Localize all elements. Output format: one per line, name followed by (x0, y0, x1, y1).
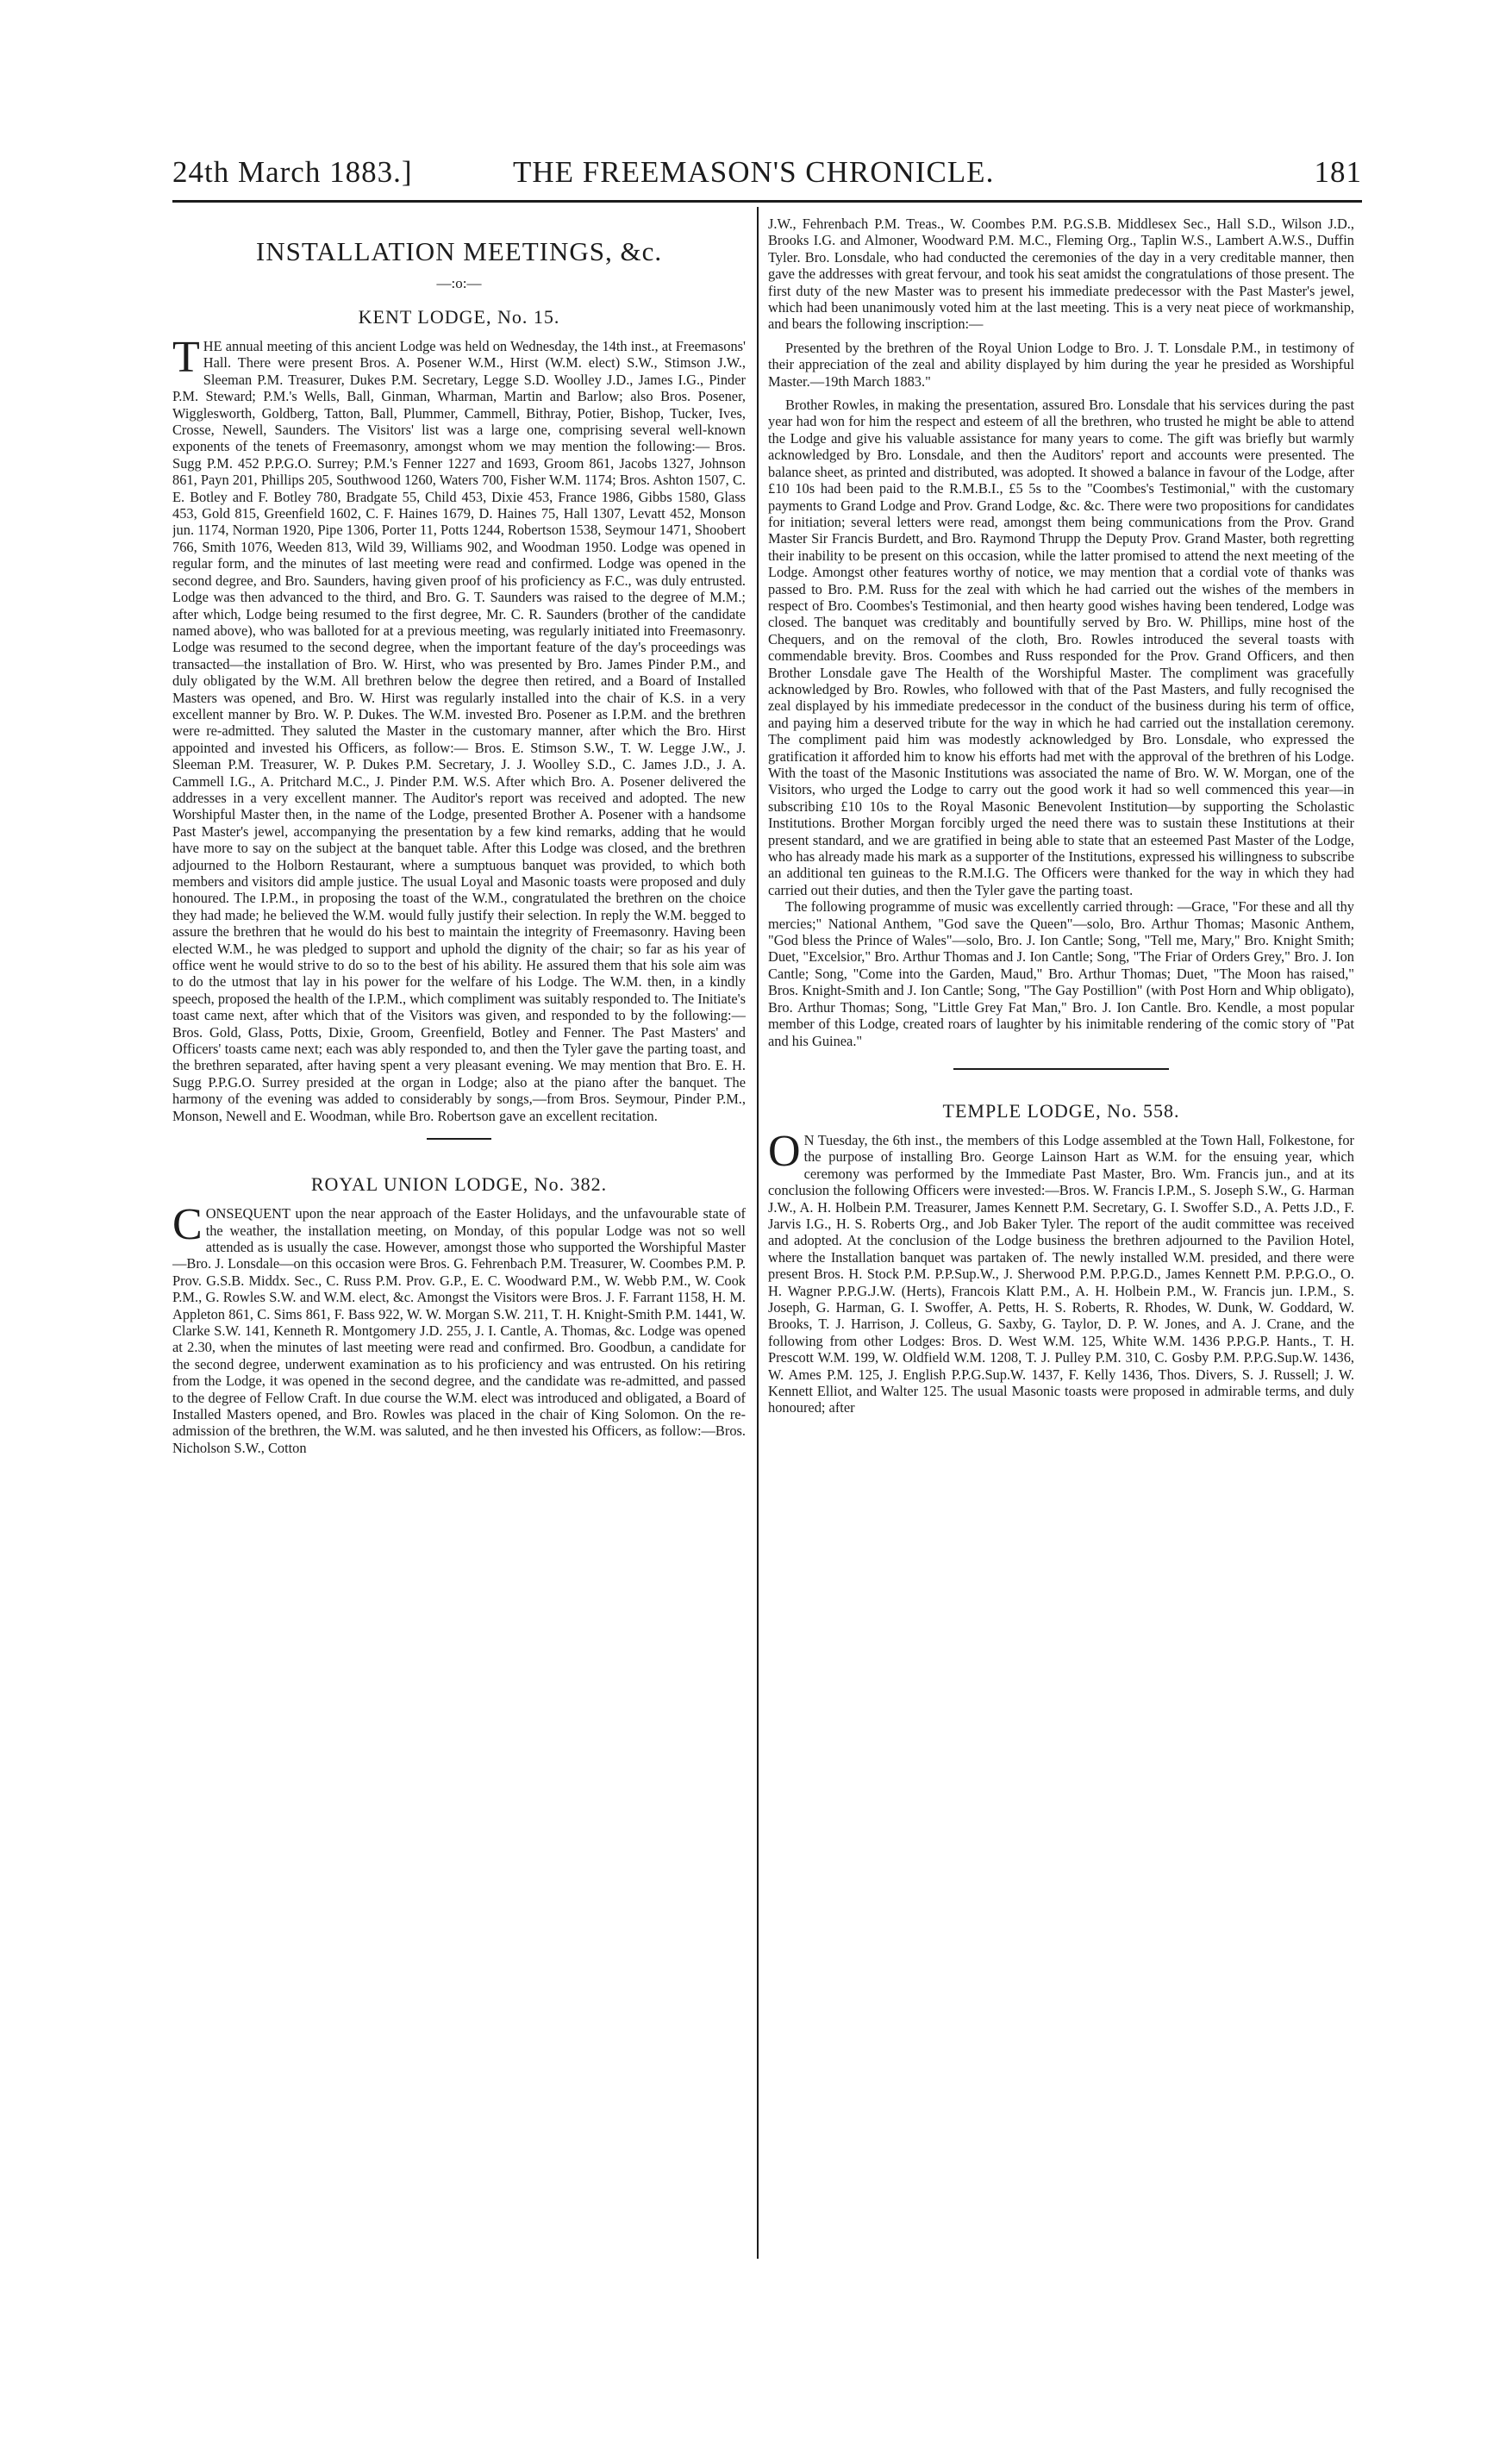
royal-union-lodge-report (172, 1200, 746, 1456)
article-divider (953, 1068, 1169, 1070)
royal-union-lodge-text: ONSEQUENT upon the near approach of the Easter Holidays, and the unfavourable state of the weather, the installation meeting, on Monday, of this popular Lodge was not so well attended as is usually the case. However, amongst those who supported the Worshipful Master—Bro. J. Lonsdale—on this occasion were Bros. G. Fehrenbach P.M. Treasurer, W. Coombes P.M. P. Prov. G.S.B. Middx. Sec., C. Russ P.M. Prov. G.P., E. C. Woodward P.M., W. Webb P.M., W. Cook P.M., G. Rowles S.W. and W.M. elect, &c. Amongst the Visitors were Bros. J. F. Farrant 1158, H. M. Appleton 861, C. Sims 861, F. Bass 922, W. W. Morgan S.W. 211, T. H. Knight-Smith P.M. 1441, W. Clarke S.W. 141, Kenneth R. Montgomery J.D. 255, J. I. Cantle, A. Thomas, &c. Lodge was opened at 2.30, when the minutes of last meeting were read and confirmed. Bro. Goodbun, a candidate for the second degree, underwent examination as to his proficiency and was entrusted. On his retiring from the Lodge, it was opened in the second degree, and the candidate was re-admitted, and passed to the degree of Fellow Craft. In due course the W.M. elect was introduced and obligated, a Board of Installed Masters opened, and Bro. Rowles was placed in the chair of King Solomon. On the re-admission of the brethren, the W.M. was saluted, and he then invested his Officers, as follow:—Bros. Nicholson S.W., Cotton (172, 1205, 746, 1456)
article-divider (427, 1138, 491, 1140)
masthead-rule (172, 200, 1362, 203)
drop-cap: T (172, 333, 200, 382)
page-number: 181 (1314, 155, 1362, 189)
title-ornament: —:o:— (436, 275, 482, 291)
drop-cap: O (768, 1126, 801, 1176)
column-divider (757, 207, 759, 2259)
royal-union-continued: J.W., Fehrenbach P.M. Treas., W. Coombes P.M. P.G.S.B. Middlesex Sec., Hall S.D., Wilson J.D., Brooks I.G. and Almoner, Woodward P.M. M.C., Fleming Org., Taplin W.S., Lambert A.W.S., Duffin Tyler. Bro. Lonsdale, who had conducted the ceremonies of the day in a very creditable manner, then gave the addresses with great fervour, and took his seat amidst the congratulations of those present. The first duty of the new Master was to present his immediate predecessor with the Past Master's jewel, which had been unanimously voted him at the last meeting. This is a very neat piece of workmanship, and bears the following inscription:— (768, 216, 1354, 333)
kent-lodge-report (172, 333, 746, 1124)
right-column (768, 216, 1354, 2259)
temple-lodge-heading: TEMPLE LODGE, No. 558. (942, 1099, 1180, 1122)
drop-cap: C (172, 1200, 203, 1250)
issue-date: 24th March 1883.] (172, 155, 413, 189)
publication-title: THE FREEMASON'S CHRONICLE. (513, 155, 995, 189)
masthead (172, 155, 1362, 195)
temple-lodge-report (768, 1126, 1354, 1416)
temple-lodge-text: N Tuesday, the 6th inst., the members of this Lodge assembled at the Town Hall, Folkestone, for the purpose of installing Bro. George Lainson Hart as W.M. for the ensuing year, which ceremony was performed by the Immediate Past Master, Bro. Wm. Francis jun., and at its conclusion the following Officers were invested:—Bros. W. Francis I.P.M., S. Joseph S.W., G. Harman J.W., A. H. Holbein P.M. Treasurer, James Kennett P.M. Secretary, G. I. Swoffer S.D., A. Petts J.D., F. Jarvis I.G., H. S. Roberts Org., and Job Baker Tyler. The report of the audit committee was received and adopted. At the conclusion of the Lodge business the brethren adjourned to the Pavilion Hotel, where the Installation banquet was partaken of. The newly installed W.M. presided, and there were present Bros. H. Stock P.M. P.P.Sup.W., J. Sherwood P.M. P.P.G.D., James Kennett P.M. P.P.G.O., O. H. Wagner P.P.G.J.W. (Herts), Francois Klatt P.M., A. H. Holbein P.M., W. Francis jun. I.P.M., S. Joseph, G. Harman, G. I. Swoffer, A. Petts, H. S. Roberts, R. Rhodes, W. Dunk, W. Goddard, W. Brooks, T. J. Harrison, J. Colleus, G. Saxby, G. Taylor, D. P. W. Jones, and A. J. Crane, and the following from other Lodges: Bros. D. West W.M. 125, White W.M. 1436 P.P.G.P. Hants., T. H. Prescott W.M. 199, W. Oldfield W.M. 1208, T. J. Pulley P.M. 310, C. Gosby P.M. P.P.G.Sup.W. 1436, W. Ames P.M. 125, J. English P.P.G.Sup.W. 1437, F. Kelly 1436, Thos. Divers, S. J. Russell; J. W. Kennett Elliot, and Walter 125. The usual Masonic toasts were proposed in admirable terms, and duly honoured; after (768, 1131, 1354, 1416)
presentation-paragraph: Brother Rowles, in making the presentation, assured Bro. Lonsdale that his services during the past year had won for him the respect and esteem of all the brethren, who trusted he might be able to attend the Lodge and give his valuable assistance for many years to come. The gift was briefly but warmly acknowledged by Bro. Lonsdale, and then the Auditors' report and accounts were presented. The balance sheet, as printed and distributed, was adopted. It showed a balance in favour of the Lodge, after £10 10s had been paid to the R.M.B.I., £5 5s to the "Coombes's Testimonial," with the customary payments to Grand Lodge and Prov. Grand Lodge, &c. &c. There were two propositions for candidates for initiation; several letters were read, amongst them being communications from the Prov. Grand Master Sir Francis Burdett, and Bro. Raymond Thrupp the Deputy Prov. Grand Master, both regretting their inability to be present on this occasion, while the latter promised to attend the next meeting of the Lodge. Amongst other features worthy of notice, we may mention that a cordial vote of thanks was passed to Bro. P.M. Russ for the zeal with which he had carried out the wishes of the members in respect of Bro. Coombes's Testimonial, and then hearty good wishes having been tendered, Lodge was closed. The banquet was creditably and bountifully served by Bro. W. Phillips, mine host of the Chequers, and on the removal of the cloth, Bro. Rowles introduced the several toasts with commendable brevity. Bros. Coombes and Russ responded for the Prov. Grand Officers, and then Brother Lonsdale gave The Health of the Worshipful Master. The compliment was gracefully acknowledged by Bro. Rowles, who followed with that of the Past Masters, and fully recognised the zeal displayed by his immediate predecessor in the conduct of the business during his term of office, and paying him a deserved tribute for the way in which he had carried out the installation ceremony. The compliment paid him was modestly acknowledged by Bro. Lonsdale, who expressed the gratification it afforded him to know his efforts had met with the approval of the brethren of his Lodge. With the toast of the Masonic Institutions was associated the name of Bro. W. W. Morgan, one of the Visitors, who urged the Lodge to carry out the good work it had so well commenced this year—in subscribing £10 10s to the Royal Masonic Benevolent Institution—by supporting the Scholastic Institutions. Brother Morgan forcibly urged the need there was to sustain these Institutions at their present standard, and we are gratified in being able to state that an esteemed Past Master of the Lodge, who has already made his mark as a supporter of the Institutions, expressed his willingness to subscribe an additional ten guineas to the R.M.I.G. The Officers were thanked for the way in which they had carried out their duties, and then the Tyler gave the parting toast. (768, 397, 1354, 898)
left-column (172, 216, 746, 2259)
kent-lodge-heading: KENT LODGE, No. 15. (358, 306, 560, 328)
section-title: INSTALLATION MEETINGS, &c. (255, 236, 663, 266)
royal-union-lodge-heading: ROYAL UNION LODGE, No. 382. (310, 1173, 608, 1196)
jewel-inscription: Presented by the brethren of the Royal Union Lodge to Bro. J. T. Lonsdale P.M., in testimony of their appreciation of the zeal and ability displayed by him during the year he presided as Worshipful Master.—19th March 1883." (768, 339, 1354, 390)
music-programme-paragraph: The following programme of music was excellently carried through: —Grace, "For these and all thy mercies;" National Anthem, "God save the Queen"—solo, Bro. Arthur Thomas; Masonic Anthem, "God bless the Prince of Wales"—solo, Bro. J. Ion Cantle; Song, "Tell me, Mary," Bro. Knight Smith; Duet, "Excelsior," Bro. Arthur Thomas and J. Ion Cantle; Song, "The Friar of Orders Grey," Bro. J. Ion Cantle; Song, "Come into the Garden, Maud," Bro. Arthur Thomas; Duet, "The Moon has raised," Bros. Knight-Smith and J. Ion Cantle; Song, "The Gay Postillion" (with Post Horn and Whip obligato), Bro. Arthur Thomas; Song, "Little Grey Fat Man," Bro. J. Ion Cantle. Bro. Kendle, a most popular member of this Lodge, created roars of laughter by his inimitable rendering of the comic story of "Pat and his Guinea." (768, 898, 1354, 1049)
kent-lodge-text: HE annual meeting of this ancient Lodge was held on Wednesday, the 14th inst., at Freemasons' Hall. There were present Bros. A. Posener W.M., Hirst (W.M. elect) S.W., Stimson J.W., Sleeman P.M. Treasurer, Dukes P.M. Secretary, Legge S.D. Woolley J.D., James I.G., Pinder P.M. Steward; P.M.'s Wells, Ball, Ginman, Wharman, Martin and Barlow; also Bros. Posener, Wigglesworth, Goldberg, Tatton, Ball, Plummer, Cammell, Bithray, Potier, Bishop, Tucker, Ives, Crosse, Newell, Saunders. The Visitors' list was a large one, comprising several well-known exponents of the tenets of Freemasonry, amongst whom we may mention the following:— Bros. Sugg P.M. 452 P.P.G.O. Surrey; P.M.'s Fenner 1227 and 1693, Groom 861, Jacobs 1327, Johnson 861, Payn 201, Phillips 205, Southwood 1260, Waters 700, Fisher W.M. 1174; Bros. Ashton 1507, C. E. Botley and F. Botley 780, Bradgate 55, Child 453, Dixie 453, France 1986, Gibbs 1580, Glass 453, Gold 815, Greenfield 1602, C. F. Haines 1679, D. Haines 75, Hall 1307, Levatt 452, Monson jun. 1174, Norman 1920, Pipe 1306, Porter 11, Potts 1244, Robertson 1538, Seymour 1471, Shoobert 766, Smith 1076, Weeden 813, Wild 39, Williams 902, and Woodman 1950. Lodge was opened in regular form, and the minutes of last meeting were read and confirmed. Lodge was opened in the second degree, and Bro. Saunders, having given proof of his proficiency as F.C., was duly entrusted. Lodge was then advanced to the third, and Bro. G. T. Saunders was raised to the degree of M.M.; after which, Lodge being resumed to the first degree, Mr. C. R. Saunders (brother of the candidate named above), who was balloted for at a previous meeting, was regularly initiated into Freemasonry. Lodge was resumed to the second degree, when the important feature of the day's proceedings was transacted—the installation of Bro. W. Hirst, who was presented by Bro. James Pinder P.M., and duly obligated by the W.M. All brethren below the degree then retired, and a Board of Installed Masters was opened, and Bro. W. Hirst was regularly installed into the chair of K.S. in a very excellent manner by Bro. W. P. Dukes. The W.M. invested Bro. Posener as I.P.M. and the brethren were re-admitted. They saluted the Master in the customary manner, after which the Bro. Hirst appointed and invested his Officers, as follow:— Bros. E. Stimson S.W., T. W. Legge J.W., J. Sleeman P.M. Treasurer, W. P. Dukes P.M. Secretary, J. J. Woolley S.D., C. James J.D., J. A. Cammell I.G., A. Pritchard M.C., J. Pinder P.M. W.S. After which Bro. A. Posener delivered the addresses in a very excellent manner. The Auditor's report was received and adopted. The new Worshipful Master then, in the name of the Lodge, presented Brother A. Posener with a handsome Past Master's jewel, accompanying the presentation by a few kind remarks, adding that he would have more to say on the subject at the banquet table. After this Lodge was closed, and the brethren adjourned to the Holborn Restaurant, where a sumptuous banquet was provided, to which both members and visitors did ample justice. The usual Loyal and Masonic toasts were proposed and duly honoured. The I.P.M., in proposing the toast of the W.M., congratulated the brethren on the choice they had made; he believed the W.M. would fully justify their selection. In reply the W.M. begged to assure the brethren that he would do his best to maintain the integrity of Freemasonry. Having been elected W.M., he was pledged to support and uphold the dignity of the chair; so far as his year of office went he would strive to do so to the best of his ability. He assured them that his sole aim was to do the utmost that lay in his power for the welfare of his Lodge. The W.M. then, in a kindly speech, proposed the health of the I.P.M., which compliment was suitably responded to. The Initiate's toast came next, after which that of the Visitors was given, and responded to by the following:—Bros. Gold, Glass, Potts, Dixie, Groom, Greenfield, Botley and Fenner. The Past Masters' and Officers' toasts came next; each was ably responded to, and then the Tyler gave the parting toast, and the brethren separated, after having spent a very pleasant evening. We may mention that Bro. E. H. Sugg P.P.G.O. Surrey presided at the organ in Lodge; also at the piano after the banquet. The harmony of the evening was added to considerably by songs,—from Bros. Seymour, Pinder P.M., Monson, Newell and E. Woodman, while Bro. Robertson gave an excellent recitation. (172, 338, 746, 1124)
